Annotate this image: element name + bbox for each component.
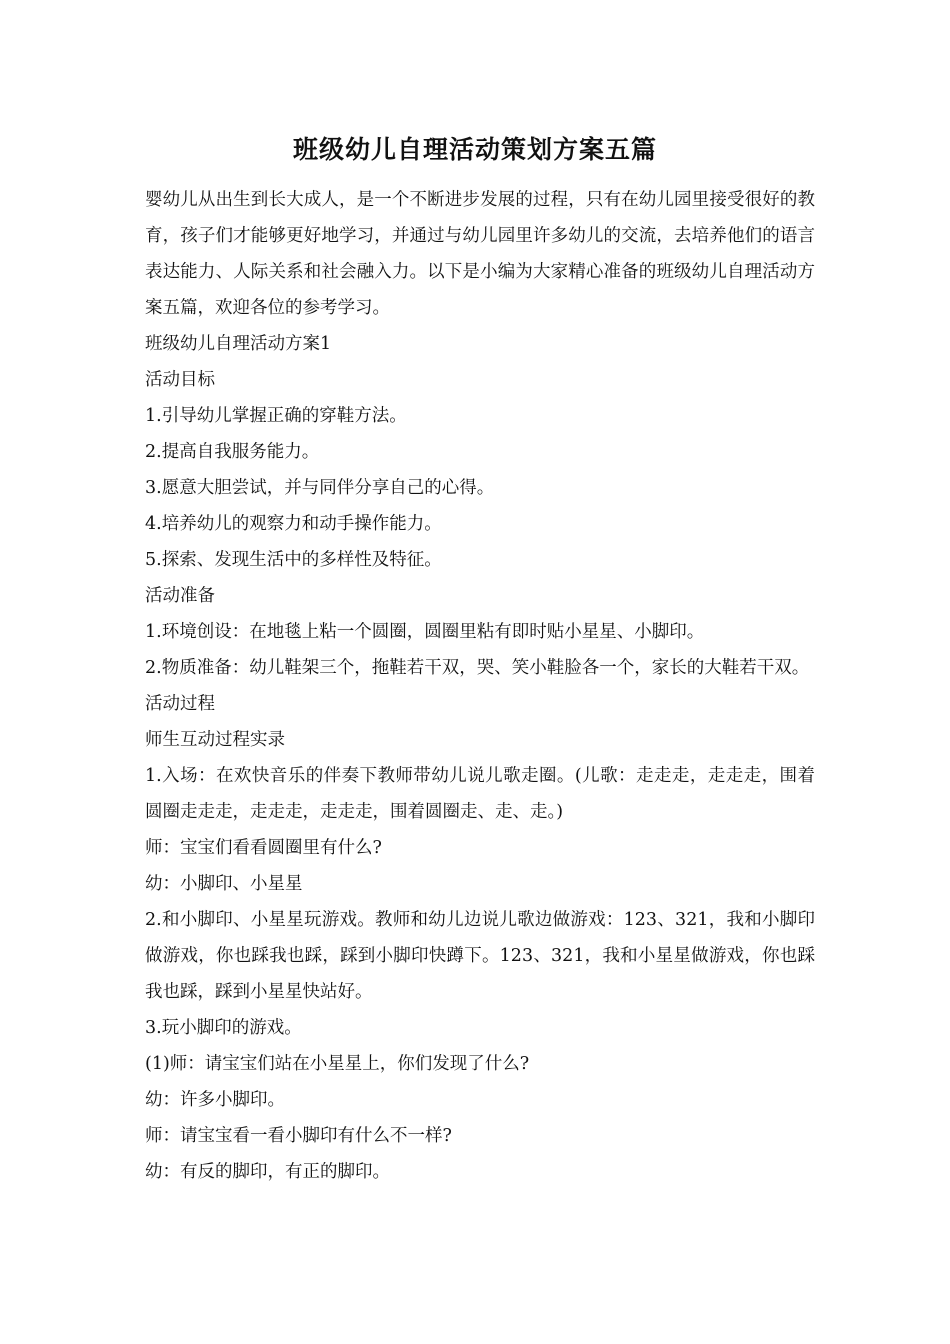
dialogue-line: 幼：许多小脚印。: [145, 1090, 285, 1110]
process-paragraph: 3.玩小脚印的游戏。: [145, 1018, 302, 1038]
subheading-record: 师生互动过程实录: [145, 730, 285, 750]
goal-item: 4.培养幼儿的观察力和动手操作能力。: [145, 514, 442, 534]
section-heading-goals: 活动目标: [145, 370, 215, 390]
page-title: 班级幼儿自理活动策划方案五篇: [292, 135, 657, 164]
goal-item: 1.引导幼儿掌握正确的穿鞋方法。: [145, 406, 407, 426]
goal-item: 3.愿意大胆尝试，并与同伴分享自己的心得。: [145, 478, 495, 498]
goal-item: 2.提高自我服务能力。: [145, 442, 320, 462]
goal-item: 5.探索、发现生活中的多样性及特征。: [145, 550, 442, 570]
dialogue-line: 幼：小脚印、小星星: [145, 874, 303, 894]
preparation-item: 2.物质准备：幼儿鞋架三个，拖鞋若干双，哭、笑小鞋脸各一个，家长的大鞋若干双。: [145, 658, 810, 678]
dialogue-line: (1)师：请宝宝们站在小星星上，你们发现了什么?: [145, 1054, 530, 1074]
section-heading-plan-1: 班级幼儿自理活动方案1: [145, 334, 332, 354]
section-heading-process: 活动过程: [145, 694, 215, 714]
process-paragraph: 2.和小脚印、小星星玩游戏。教师和幼儿边说儿歌边做游戏：123、321，我和小脚印做游戏，你也踩我也踩，踩到小脚印快蹲下。123、321，我和小星星做游戏，你也踩我也踩，踩到小星星快站好。: [145, 910, 815, 1002]
intro-paragraph: 婴幼儿从出生到长大成人，是一个不断进步发展的过程，只有在幼儿园里接受很好的教育，孩子们才能够更好地学习，并通过与幼儿园里许多幼儿的交流，去培养他们的语言表达能力、人际关系和社会融入力。以下是小编为大家精心准备的班级幼儿自理活动方案五篇，欢迎各位的参考学习。: [145, 190, 815, 318]
dialogue-line: 师：请宝宝看一看小脚印有什么不一样?: [145, 1126, 452, 1146]
process-paragraph: 1.入场：在欢快音乐的伴奏下教师带幼儿说儿歌走圈。(儿歌：走走走，走走走，围着圆圈走走走，走走走，走走走，围着圆圈走、走、走。): [145, 766, 815, 822]
preparation-item: 1.环境创设：在地毯上粘一个圆圈，圆圈里粘有即时贴小星星、小脚印。: [145, 622, 705, 642]
document-body: [145, 182, 815, 1190]
dialogue-line: 师：宝宝们看看圆圈里有什么?: [145, 838, 382, 858]
dialogue-line: 幼：有反的脚印，有正的脚印。: [145, 1162, 390, 1182]
section-heading-preparation: 活动准备: [145, 586, 215, 606]
